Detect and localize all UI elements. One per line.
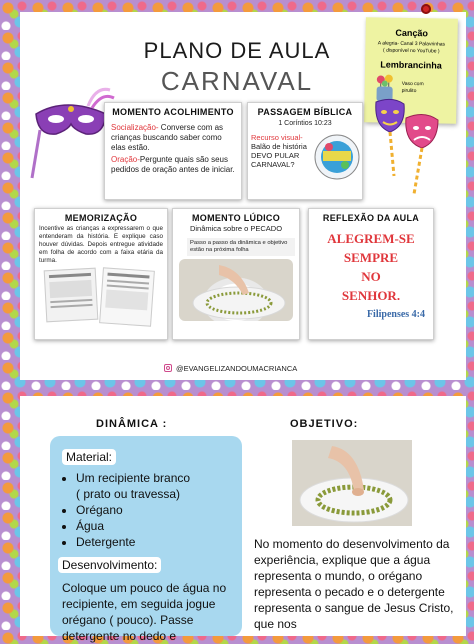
recurso-visual-text: Balão de história DEVO PULAR CARNAVAL? [251,142,307,169]
material-label: Material: [62,449,116,465]
ludico-box [172,208,300,340]
instagram-handle-text: @EVANGELIZANDOUMACRIANCA [176,364,297,373]
oracao-text: Pergunte quais são seus pedidos de oração antes de iniciar. [111,155,235,174]
material-item: • Orégano [76,502,238,518]
instagram-handle[interactable] [164,362,314,374]
dinamica-photo-small [179,259,293,321]
socializacao-label: Socialização- [111,123,159,132]
material-item: • Água [76,518,238,534]
desenvolvimento-text: Coloque um pouco de água no recipiente, em seguida jogue orégano ( pouco). Passe detergente no dedo e [62,580,238,632]
dinamica-heading: DINÂMICA : [96,418,167,430]
activity-sheet-image-2 [99,267,155,326]
song-text-2: ( disponível no YouTube ) [365,47,457,56]
biblica-title: PASSAGEM BÍBLICA [248,107,362,117]
biblica-box [247,102,363,200]
verse-line-4: SENHOR. [309,286,433,305]
gift-text-1: Vaso com [402,81,424,88]
desenvolvimento-label: Desenvolvimento: [58,557,161,573]
acolhimento-title: MOMENTO ACOLHIMENTO [105,107,241,117]
dinamica-photo-large [292,440,412,526]
theater-masks-icon [370,96,450,196]
material-section [62,448,238,550]
ludico-subtitle: Dinâmica sobre o PECADO [173,224,299,234]
verse-line-3: NO [309,267,433,286]
memorizacao-box [34,208,168,340]
memorizacao-text: Incentive as crianças a expressarem o que entenderam da história. E explique caso houver dúvidas. Depois entregue atividade em folha de acordo com a faixa etária da turma. [39,225,163,265]
verse-line-1: ALEGREM-SE [309,229,433,248]
oregano-plate-illustration-large [292,440,412,526]
gift-title: Lembrancinha [365,59,457,71]
biblica-reference: 1 Coríntios 10:23 [248,119,362,129]
page-title: PLANO DE AULA [0,38,474,64]
page-subtitle: CARNAVAL [0,66,474,97]
carnival-mask-icon [26,86,116,186]
material-item: • Detergente [76,534,238,550]
ludico-note: Passo a passo da dinâmica e objetivo estão na próxima folha [187,238,295,256]
ludico-title: MOMENTO LÚDICO [173,213,299,223]
activity-sheet-image-1 [44,268,99,323]
material-item: • Um recipiente branco [76,470,238,486]
gift-text-2: pirulito [402,88,424,95]
oregano-plate-illustration [179,259,293,321]
song-text-1: A alegria- Canal 3 Palavrinhas [365,40,457,49]
acolhimento-box [104,102,242,200]
pushpin-icon [421,4,431,14]
verse-line-2: SEMPRE [309,248,433,267]
song-title: Canção [366,27,458,39]
desenvolvimento-section [58,556,161,574]
socializacao-text: Converse com as crianças buscando saber como elas estão. [111,123,223,152]
memorizacao-title: MEMORIZAÇÃO [35,213,167,223]
oracao-label: Oração- [111,155,140,164]
instagram-icon [164,364,172,372]
objetivo-text: No momento do desenvolvimento da experiência, explique que a água representa o mundo, o orégano representa o pecado e o detergente representa o sangue de Jesus Cristo, que nos [254,536,466,632]
verse-reference: Filipenses 4:4 [309,309,425,320]
material-list [62,470,238,550]
story-balloon-image [313,133,361,181]
recurso-visual-label: Recurso visual- [251,133,303,142]
material-item: ( prato ou travessa) [76,486,238,502]
objetivo-heading: OBJETIVO: [290,418,358,430]
reflexao-title: REFLEXÃO DA AULA [309,213,433,223]
reflexao-box [308,208,434,340]
